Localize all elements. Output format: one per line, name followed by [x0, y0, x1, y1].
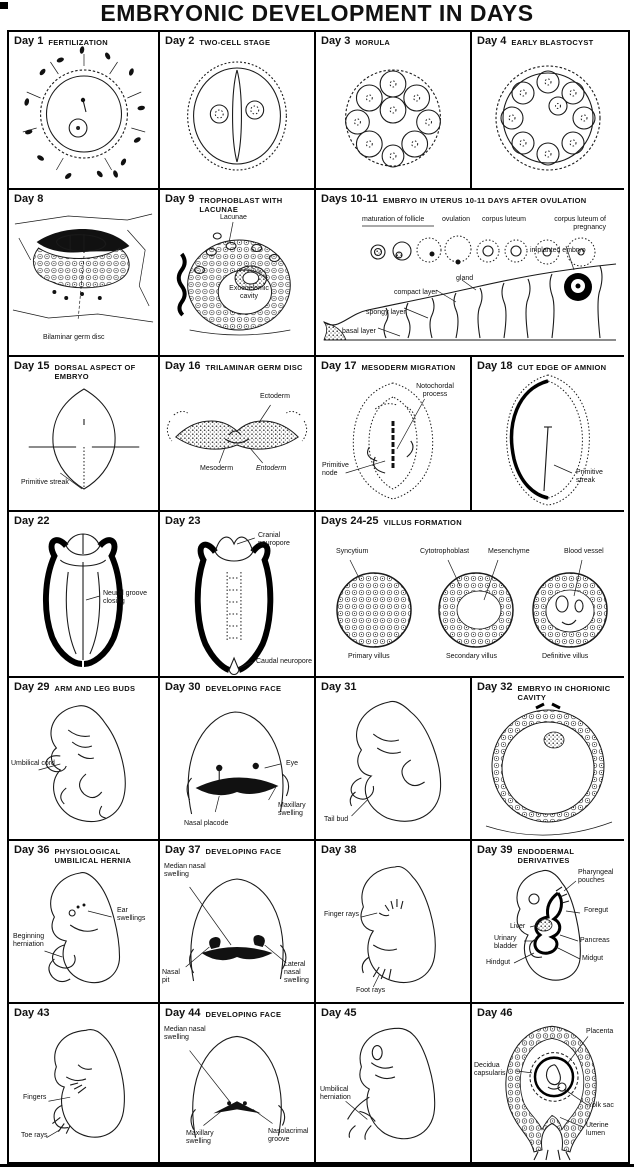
embryo-day29-illustration: [9, 678, 158, 839]
panel-day-9: [160, 190, 316, 357]
annotation-foregut: Foregut: [584, 907, 609, 914]
morula-illustration: [316, 32, 470, 188]
annotation-blood-vessel: Blood vessel: [564, 548, 604, 555]
annotation-umbilical-herniation: Umbilical herniation: [320, 1086, 351, 1102]
stage-caption: VILLUS FORMATION: [383, 517, 462, 527]
stage-caption: PHYSIOLOGICAL UMBILICAL HERNIA: [54, 846, 132, 865]
mesoderm-migration-illustration: [316, 357, 470, 510]
embryo-day45-illustration: [316, 1004, 470, 1162]
annotation-decidua-capsularis: Decidua capsularis: [474, 1062, 506, 1078]
annotation-caudal-neuropore: Caudal neuropore: [256, 658, 313, 665]
annotation-gland: gland: [456, 275, 474, 282]
annotation-nasal-placode: Nasal placode: [184, 820, 229, 827]
day-label: Day 46: [477, 1007, 513, 1019]
annotation-maxillary-swelling: Maxillary swelling: [186, 1130, 214, 1146]
annotation-cytotrophoblast: Cytotrophoblast: [420, 548, 470, 555]
day-label: Day 43: [14, 1007, 50, 1019]
day-label: Day 32: [477, 681, 513, 693]
stage-caption: FERTILIZATION: [48, 37, 108, 47]
panel-day-36: [9, 841, 160, 1004]
annotation-corpus-luteum-of-pregnancy: corpus luteum of pregnancy: [554, 216, 606, 232]
annotation-primitive-streak: Primitive streak: [21, 479, 69, 486]
annotation-pharyngeal-pouches: Pharyngeal pouches: [578, 869, 614, 885]
stage-caption: TROPHOBLAST WITH LACUNAE: [199, 195, 283, 214]
annotation-maturation-of-follicle: maturation of follicle: [362, 216, 425, 223]
annotation-basal-layer: basal layer: [342, 328, 376, 335]
annotation-toe-rays: Toe rays: [21, 1132, 48, 1139]
panel-day-46: [472, 1004, 624, 1162]
annotation-maxillary-swelling: Maxillary swelling: [278, 802, 306, 818]
annotation-lateral-nasal-swelling: Lateral nasal swelling: [284, 961, 309, 985]
annotation-pancreas: Pancreas: [580, 937, 610, 944]
day-label: Day 3: [321, 35, 351, 47]
annotation-compact-layer: compact layer: [394, 289, 438, 296]
annotation-ear-swellings: Ear swellings: [117, 907, 146, 923]
annotation-syncytium: Syncytium: [336, 548, 369, 555]
stage-caption: DEVELOPING FACE: [205, 683, 282, 693]
panel-day-30: [160, 678, 316, 841]
panel-day-18: [472, 357, 624, 512]
day-label: Day 36: [14, 844, 50, 856]
day-label: Day 37: [165, 844, 201, 856]
annotation-hindgut: Hindgut: [486, 959, 511, 966]
annotation-median-nasal-swelling: Median nasal swelling: [164, 1026, 206, 1042]
day-label: Day 17: [321, 360, 357, 372]
development-grid: [7, 30, 630, 1164]
annotation-mesenchyme: Mesenchyme: [488, 548, 530, 555]
annotation-ectoderm: Ectoderm: [260, 393, 290, 400]
annotation-corpus-luteum: corpus luteum: [482, 216, 526, 223]
day-label: Day 29: [14, 681, 50, 693]
page-title: EMBRYONIC DEVELOPMENT IN DAYS: [100, 0, 534, 26]
annotation-tail-bud: Tail bud: [324, 816, 349, 823]
panel-day-2: [160, 32, 316, 190]
scan-artifact-mark: [0, 2, 8, 9]
annotation-finger-rays: Finger rays: [324, 911, 360, 918]
panel-day-37: [160, 841, 316, 1004]
stage-caption: EARLY BLASTOCYST: [511, 37, 594, 47]
villus-formation-illustration: [316, 512, 624, 676]
bilaminar-disc-illustration: [9, 190, 158, 355]
annotation-fingers: Fingers: [23, 1094, 47, 1101]
annotation-nasolacrimal-groove: Nasolacrimal groove: [268, 1128, 309, 1144]
annotation-foot-rays: Foot rays: [356, 987, 386, 994]
panel-day-43: [9, 1004, 160, 1162]
panel-day-32: [472, 678, 624, 841]
stage-caption: TWO-CELL STAGE: [199, 37, 271, 47]
annotation-lacunae: Lacunae: [220, 214, 247, 221]
two-cell-illustration: [160, 32, 314, 188]
annotation-yolk-sac: Yolk sac: [588, 1102, 614, 1109]
stage-caption: ARM AND LEG BUDS: [54, 683, 136, 693]
day-label: Day 15: [14, 360, 50, 372]
day-label: Day 30: [165, 681, 201, 693]
trilaminar-disc-illustration: [160, 357, 314, 510]
stage-caption: DEVELOPING FACE: [205, 846, 282, 856]
panel-day-4: [472, 32, 624, 190]
panel-day-31: [316, 678, 472, 841]
day-label: Day 45: [321, 1007, 357, 1019]
panel-day-38: [316, 841, 472, 1004]
day-label: Day 44: [165, 1007, 201, 1019]
stage-caption: DORSAL ASPECT OF EMBRYO: [54, 362, 136, 381]
caption-primary-villus: Primary villus: [348, 653, 390, 660]
stage-caption: CUT EDGE OF AMNION: [517, 362, 607, 372]
panel-day-44: [160, 1004, 316, 1162]
stage-caption: EMBRYO IN CHORIONIC CAVITY: [517, 683, 611, 702]
annotation-primitive-streak: Primitive streak: [576, 469, 603, 485]
panel-day-22: [9, 512, 160, 678]
annotation-exocoelomic-cavity: Exocoelomic cavity: [229, 285, 269, 301]
annotation-beginning-herniation: Beginning herniation: [13, 933, 45, 949]
annotation-median-nasal-swelling: Median nasal swelling: [164, 863, 206, 879]
day-label: Day 16: [165, 360, 201, 372]
annotation-spongy-layer: spongy layer: [366, 309, 406, 316]
annotation-primitive-node: Primitive node: [322, 462, 349, 478]
chorionic-cavity-illustration: [472, 678, 624, 839]
day-label: Day 2: [165, 35, 195, 47]
annotation-cranial-neuropore: Cranial neuropore: [258, 532, 290, 548]
annotation-bilaminar-germ-disc: Bilaminar germ disc: [43, 334, 105, 341]
day-label: Day 23: [165, 515, 201, 527]
annotation-neural-groove-closing: Neural groove closing: [103, 590, 147, 606]
panel-days-10-11: [316, 190, 624, 357]
day-label: Days 10-11: [321, 193, 378, 205]
annotation-mesoderm: Mesoderm: [200, 465, 234, 472]
panel-day-8: [9, 190, 160, 357]
annotation-eye: Eye: [286, 760, 299, 767]
day-label: Days 24-25: [321, 515, 379, 527]
panel-days-24-25: [316, 512, 624, 678]
annotation-placenta: Placenta: [586, 1028, 614, 1035]
day-label: Day 1: [14, 35, 44, 47]
embryo-day38-illustration: [316, 841, 470, 1002]
annotation-implanted-embryo: implanted embryo: [530, 247, 586, 254]
stage-caption: MESODERM MIGRATION: [361, 362, 456, 372]
annotation-midgut: Midgut: [582, 955, 604, 962]
day-label: Day 31: [321, 681, 357, 693]
panel-day-16: [160, 357, 316, 512]
day-label: Day 4: [477, 35, 507, 47]
embryo-day31-illustration: [316, 678, 470, 839]
annotation-ovulation: ovulation: [442, 216, 471, 223]
caption-definitive-villus: Definitive villus: [542, 653, 589, 660]
annotation-umbilical-cord: Umbilical cord: [11, 760, 55, 767]
day-label: Day 39: [477, 844, 513, 856]
blastocyst-illustration: [472, 32, 624, 188]
day-label: Day 8: [14, 193, 44, 205]
stage-caption: EMBRYO IN UTERUS 10-11 DAYS AFTER OVULATION: [382, 195, 587, 205]
panel-day-29: [9, 678, 160, 841]
annotation-notochordal-process: Notochordal process: [416, 383, 454, 399]
annotation-uterine-lumen: Uterine lumen: [586, 1122, 609, 1138]
endodermal-derivatives-illustration: [472, 841, 624, 1002]
panel-day-3: [316, 32, 472, 190]
caption-secondary-villus: Secondary villus: [446, 653, 497, 660]
stage-caption: DEVELOPING FACE: [205, 1009, 282, 1019]
panel-day-39: [472, 841, 624, 1004]
bottom-divider: [0, 1164, 634, 1167]
stage-caption: ENDODERMAL DERIVATIVES: [517, 846, 575, 865]
panel-day-17: [316, 357, 472, 512]
stage-caption: MORULA: [355, 37, 391, 47]
day-label: Day 18: [477, 360, 513, 372]
panel-day-23: [160, 512, 316, 678]
annotation-urinary-bladder: Urinary bladder: [494, 935, 518, 951]
panel-day-15: [9, 357, 160, 512]
amnion-cut-edge-illustration: [472, 357, 624, 510]
stage-caption: TRILAMINAR GERM DISC: [205, 362, 303, 372]
day-label: Day 22: [14, 515, 50, 527]
fertilization-illustration: [9, 32, 158, 188]
annotation-liver: Liver: [510, 923, 526, 930]
annotation-nasal-pit: Nasal pit: [162, 969, 180, 985]
annotation-entoderm: Entoderm: [256, 465, 287, 472]
day-label: Day 9: [165, 193, 195, 205]
panel-day-45: [316, 1004, 472, 1162]
panel-day-1: [9, 32, 160, 190]
day-label: Day 38: [321, 844, 357, 856]
